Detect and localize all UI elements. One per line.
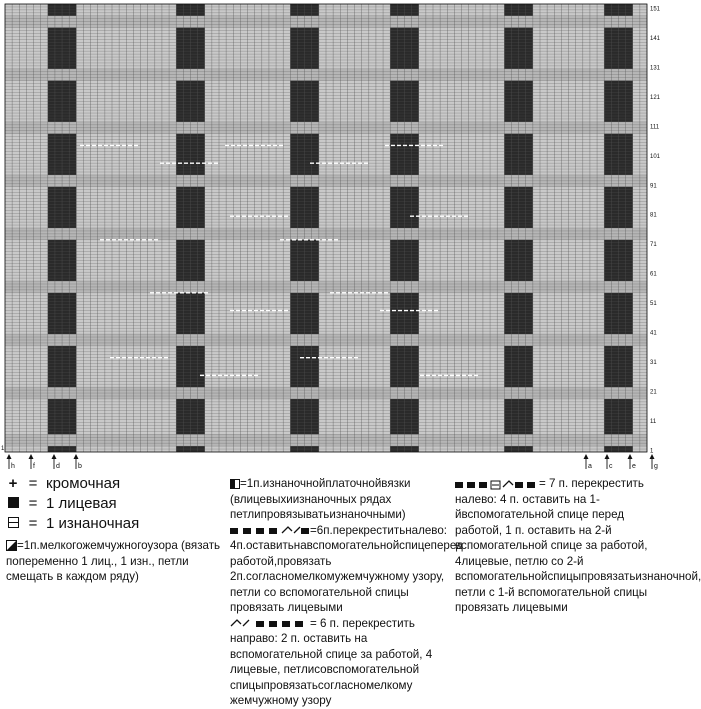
- legend-cross6-left: =6п.перекреститьналево: 4п.оставитьнавспомогательнойспицеперед работой,провязать 2п.согласномелкомужемчужному узору, петли со вспомогательной спицы провязать лицевыми: [230, 523, 463, 614]
- arrow-label-h: h: [11, 463, 15, 470]
- arrow-head-e: [628, 454, 633, 459]
- row-number-11: 11: [650, 419, 657, 426]
- row-number-31: 31: [650, 360, 657, 367]
- row-number-81: 81: [650, 212, 657, 219]
- legend-column-3: [455, 476, 701, 616]
- arrow-label-c: c: [609, 463, 613, 470]
- legend-knit-label: 1 лицевая: [46, 495, 117, 512]
- seed-stitch-icon: [6, 540, 17, 551]
- arrow-head-g: [650, 454, 655, 459]
- row-number-61: 61: [650, 271, 657, 278]
- legend-edge: + = кромочная: [6, 474, 221, 494]
- arrow-head-h: [7, 454, 12, 459]
- legend-garter: =1п.изнаночнойплаточнойвязки (влицевыхиизнаночных рядах петлипровязыватьизнаночными): [230, 477, 411, 521]
- cross-left-7-icon: [455, 479, 539, 489]
- garter-stitch-icon: [230, 479, 240, 489]
- legend-column-2: [230, 476, 463, 709]
- arrow-label-b: b: [78, 463, 82, 470]
- arrow-label-f: f: [33, 463, 35, 470]
- row-number-131: 131: [650, 65, 661, 72]
- arrow-head-f: [29, 454, 34, 459]
- row-number-151: 151: [650, 6, 661, 13]
- cross-right-6-icon: [230, 618, 310, 628]
- row-number-101: 101: [650, 153, 661, 160]
- plus-icon: +: [8, 475, 18, 492]
- arrow-head-c: [605, 454, 610, 459]
- row-number-141: 141: [650, 35, 661, 42]
- arrow-label-e: e: [632, 463, 636, 470]
- row-number-121: 121: [650, 94, 661, 101]
- arrow-head-d: [52, 454, 57, 459]
- purl-square-icon: [8, 517, 19, 528]
- row-number-1: 1: [650, 448, 654, 455]
- legend-purl-label: 1 изнаночная: [46, 515, 140, 532]
- arrow-head-b: [74, 454, 79, 459]
- legend-column-1: [6, 474, 221, 585]
- row-number-51: 51: [650, 301, 657, 308]
- arrow-label-g: g: [654, 463, 658, 470]
- legend-purl: = 1 изнаночная: [6, 514, 221, 534]
- row-number-41: 41: [650, 330, 657, 337]
- left-row-number: 1: [1, 446, 5, 452]
- row-number-71: 71: [650, 242, 657, 249]
- legend-cross7-left: = 7 п. перекрестить налево: 4 п. оставить на 1-йвспомогательной спице перед работой, 1 п. оставить на 2-й вспомогательной спице за работой, 4лицевые, петлю со 2-й вспомогательнойспицыпровязатьизнаночной, петли с 1-й вспомогательной спицы провязать лицевыми: [455, 477, 701, 614]
- arrow-label-d: d: [56, 463, 60, 470]
- black-square-icon: [8, 497, 19, 508]
- arrow-head-a: [584, 454, 589, 459]
- legend-knit: = 1 лицевая: [6, 494, 221, 514]
- legend-seed: =1п.мелкогожемчужногоузора (вязать попеременно 1 лиц., 1 изн., петли смещать в каждом ряду): [6, 539, 221, 583]
- row-number-91: 91: [650, 183, 657, 190]
- row-number-21: 21: [650, 389, 657, 396]
- legend-cross6-right: = 6 п. перекрестить направо: 2 п. оставить на вспомогательной спице за работой, 4 лицевые, петлисовспомогательной спицыпровязатьсогласномелкому жемчужному узору: [230, 616, 433, 707]
- legend-edge-label: кромочная: [46, 475, 121, 492]
- row-number-111: 111: [650, 124, 660, 131]
- arrow-label-a: a: [588, 463, 592, 470]
- cross-left-6-icon: [230, 525, 310, 535]
